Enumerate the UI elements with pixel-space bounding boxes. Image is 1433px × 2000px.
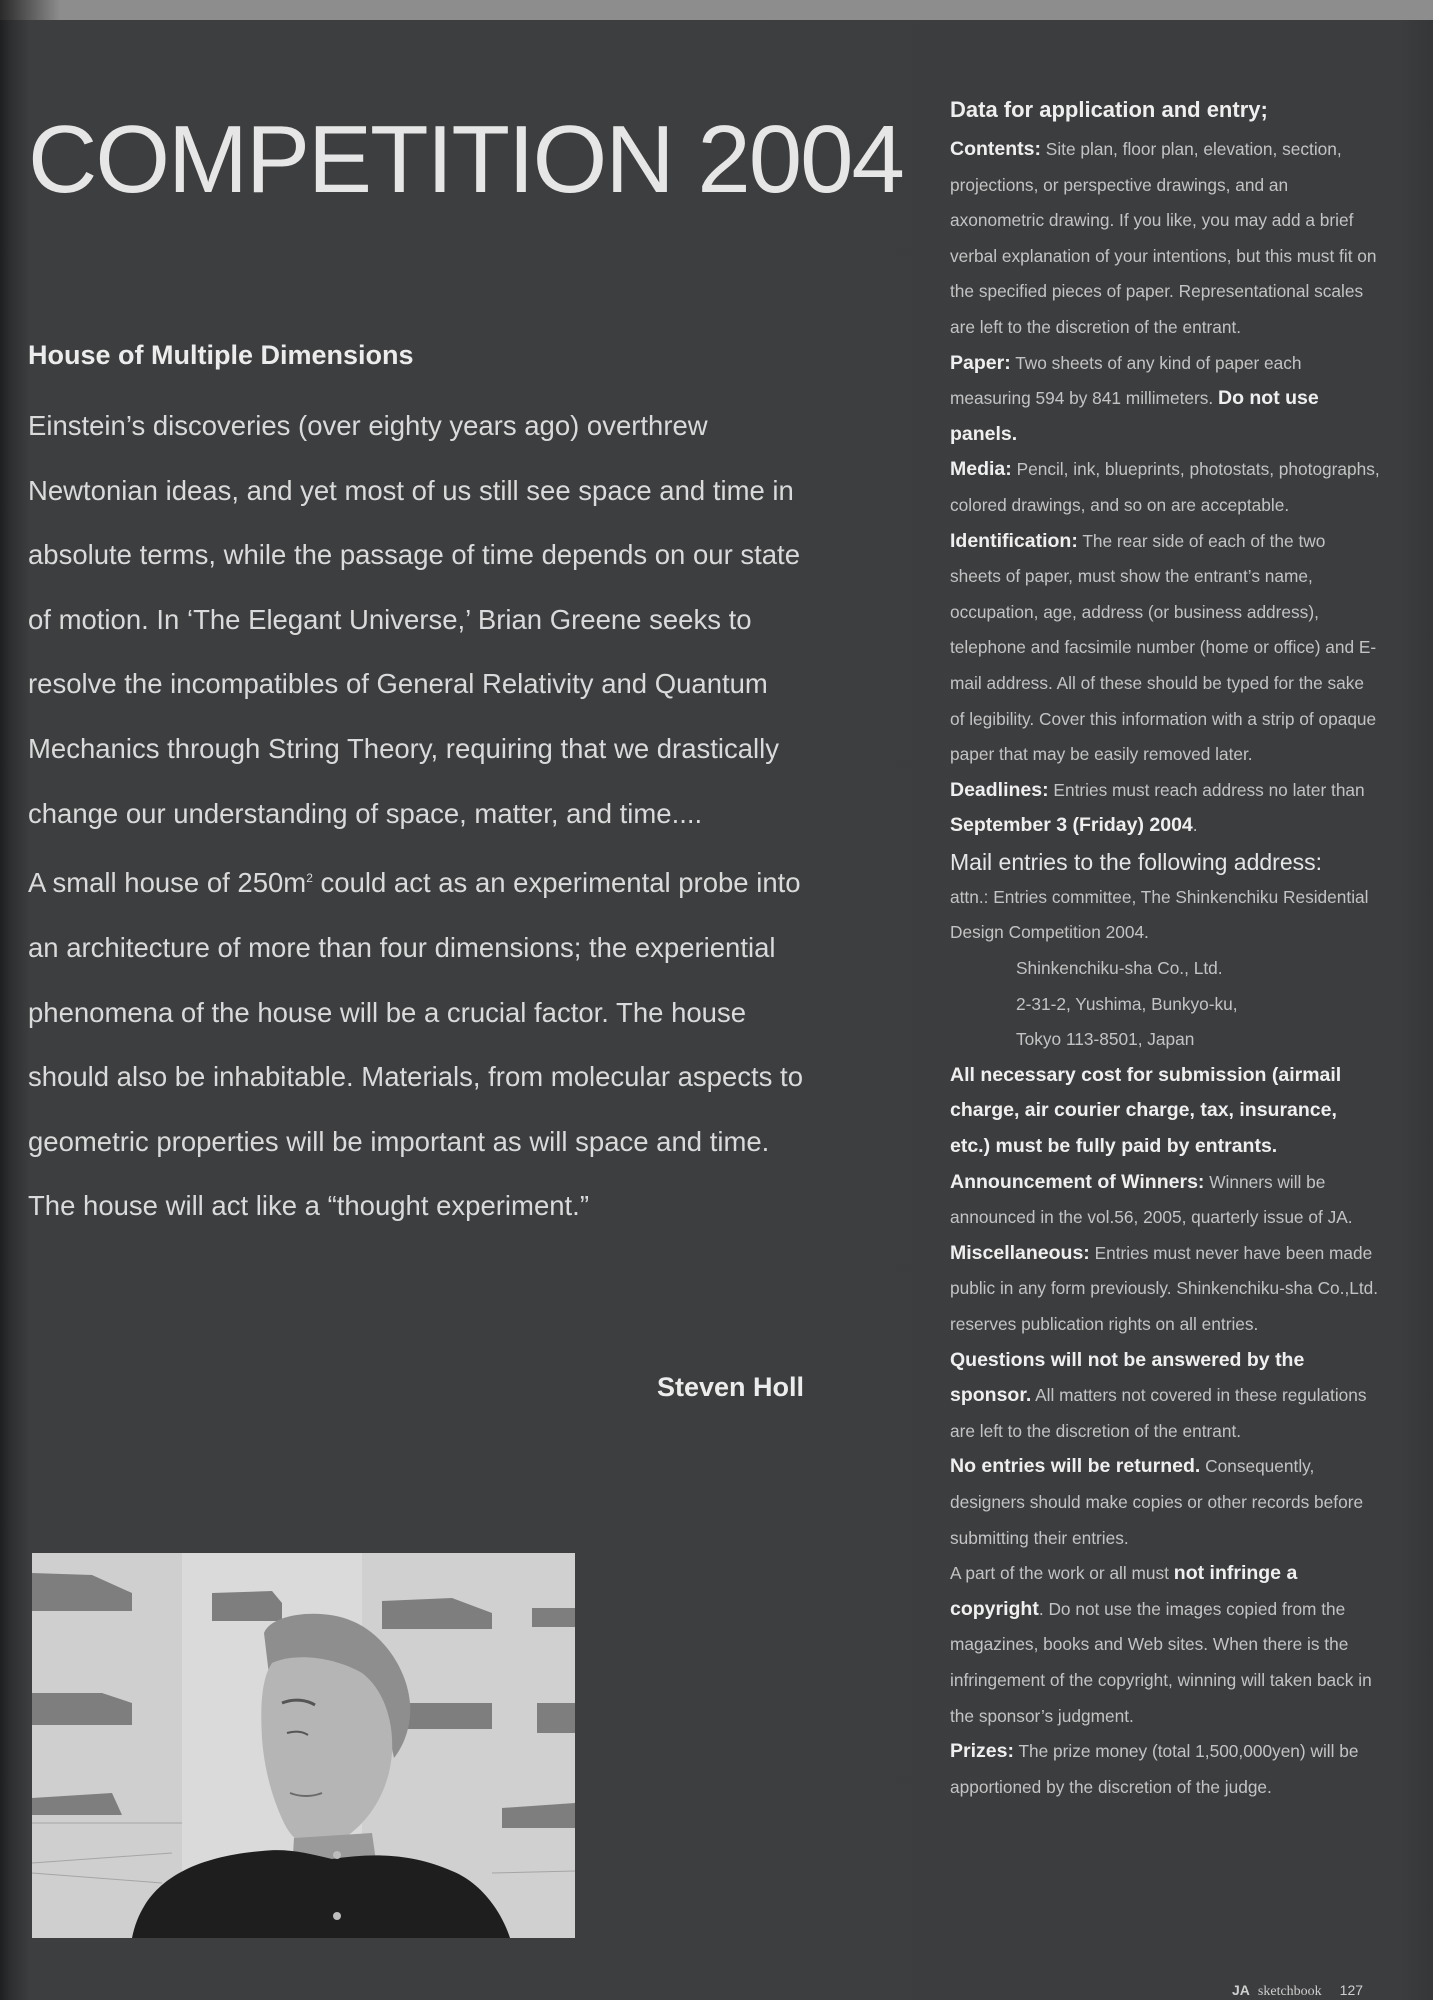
superscript: 2 bbox=[306, 871, 313, 886]
contents-item bbox=[950, 132, 1380, 346]
returned-item bbox=[950, 1449, 1380, 1556]
deadline-period: . bbox=[1192, 815, 1198, 836]
entry-details-column bbox=[950, 92, 1380, 1805]
mail-address-line-2: 2-31-2, Yushima, Bunkyo-ku, bbox=[1016, 993, 1238, 1014]
identification-label: Identification: bbox=[950, 529, 1078, 552]
magazine-name: JA bbox=[1232, 1982, 1250, 1998]
essay-body bbox=[28, 394, 818, 1239]
paper-label: Paper: bbox=[950, 351, 1011, 374]
questions-emphasis: Questions will not be answered by the sponsor. bbox=[950, 1348, 1305, 1407]
deadlines-label: Deadlines: bbox=[950, 778, 1049, 801]
media-label: Media: bbox=[950, 458, 1012, 481]
prizes-item bbox=[950, 1734, 1380, 1805]
essay-paragraph-1: Einstein’s discoveries (over eighty years ago) overthrew Newtonian ideas, and yet most of us still see space and time in absolute terms, while the passage of time depends on our state of motion. In ‘The Elegant Universe,’ Brian Greene seeks to resolve the incompatibles of General Relativity and Quantum Mechanics through String Theory, requiring that we drastically change our understanding of space, matter, and time.... bbox=[28, 410, 800, 829]
paper-item bbox=[950, 346, 1380, 453]
paper-text: Two sheets of any kind of paper each measuring 594 by 841 millimeters. bbox=[950, 352, 1302, 409]
cost-notice: All necessary cost for submission (airmail charge, air courier charge, tax, insurance, etc.) must be fully paid by entrants. bbox=[950, 1063, 1342, 1158]
winners-label: Announcement of Winners: bbox=[950, 1170, 1205, 1193]
returned-emphasis: No entries will be returned. bbox=[950, 1455, 1201, 1478]
paper-emphasis: Do not use panels. bbox=[950, 387, 1319, 445]
prizes-text: The prize money (total 1,500,000yen) will be apportioned by the discretion of the judge. bbox=[950, 1741, 1359, 1797]
essay-text: A small house of 250m bbox=[28, 867, 307, 899]
page-number: 127 bbox=[1339, 1982, 1364, 1998]
misc-label: Miscellaneous: bbox=[950, 1241, 1090, 1264]
mail-address-line-3: Tokyo 113-8501, Japan bbox=[1016, 1029, 1195, 1050]
questions-text: All matters not covered in these regulations are left to the discretion of the entrant. bbox=[950, 1385, 1367, 1441]
page-corner bbox=[0, 0, 60, 20]
contents-label: Contents: bbox=[950, 138, 1041, 160]
magazine-page bbox=[0, 20, 1433, 2000]
page-footer bbox=[1232, 1982, 1363, 2000]
identification-item bbox=[950, 524, 1380, 773]
mail-address-line-1: Shinkenchiku-sha Co., Ltd. bbox=[1016, 958, 1223, 979]
essay-text: could act as an experimental probe into an architecture of more than four dimensions; the experiential phenomena of the house will be a crucial factor. The house should also be inhabitable. Materials, from molecular aspects to geometric properties will be important as will space and time. The house will act like a “thought experiment.” bbox=[28, 867, 803, 1222]
misc-item bbox=[950, 1236, 1380, 1343]
details-heading: Data for application and entry; bbox=[950, 97, 1268, 122]
contents-text: Site plan, floor plan, elevation, section, projections, or perspective drawings, and an axonometric drawing. If you like, you may add a brief verbal explanation of your intentions, but this must fit on the specified pieces of paper. Representational scales are left to the discretion of the entrant. bbox=[950, 139, 1377, 337]
deadlines-item bbox=[950, 773, 1380, 844]
essay-paragraph-2 bbox=[28, 846, 818, 1239]
copyright-text-2: . Do not use the images copied from the magazines, books and Web sites. When there is the infringement of the copyright, winning will taken back in the sponsor’s judgment. bbox=[950, 1598, 1372, 1726]
media-item bbox=[950, 452, 1380, 523]
winners-text: Winners will be announced in the vol.56, 2005, quarterly issue of JA. bbox=[950, 1171, 1353, 1228]
essay-subtitle: House of Multiple Dimensions bbox=[28, 340, 414, 370]
deadlines-text: Entries must reach address no later than bbox=[1048, 779, 1365, 800]
author-name: Steven Holl bbox=[656, 1372, 804, 1402]
deadline-date: September 3 (Friday) 2004 bbox=[950, 814, 1193, 837]
section-name: sketchbook bbox=[1257, 1984, 1322, 1999]
misc-text: Entries must never have been made public in any form previously. Shinkenchiku-sha Co.,Ltd. reserves publication rights on all entries. bbox=[950, 1242, 1379, 1334]
questions-item bbox=[950, 1343, 1380, 1450]
identification-text: The rear side of each of the two sheets of paper, must show the entrant’s name, occupation, age, address (or business address), telephone and facsimile number (home or office) and E-mail address. All of these should be typed for the sake of legibility. Cover this information with a strip of opaque paper that may be easily removed later. bbox=[950, 530, 1377, 765]
copyright-emphasis: not infringe a copyright bbox=[950, 1562, 1298, 1620]
portrait-image bbox=[32, 1553, 575, 1938]
media-text: Pencil, ink, blueprints, photostats, photographs, colored drawings, and so on are acceptable. bbox=[950, 459, 1380, 515]
prizes-label: Prizes: bbox=[950, 1740, 1014, 1763]
page-title: COMPETITION 2004 bbox=[28, 106, 903, 213]
mail-attention: attn.: Entries committee, The Shinkenchiku Residential Design Competition 2004. bbox=[950, 886, 1369, 943]
portrait-photo bbox=[32, 1553, 575, 1938]
copyright-item bbox=[950, 1556, 1380, 1734]
returned-text: Consequently, designers should make copies or other records before submitting their entries. bbox=[950, 1456, 1364, 1548]
winners-item bbox=[950, 1165, 1380, 1236]
copyright-text-1: A part of the work or all must bbox=[950, 1563, 1174, 1584]
mail-heading: Mail entries to the following address: bbox=[950, 848, 1323, 875]
